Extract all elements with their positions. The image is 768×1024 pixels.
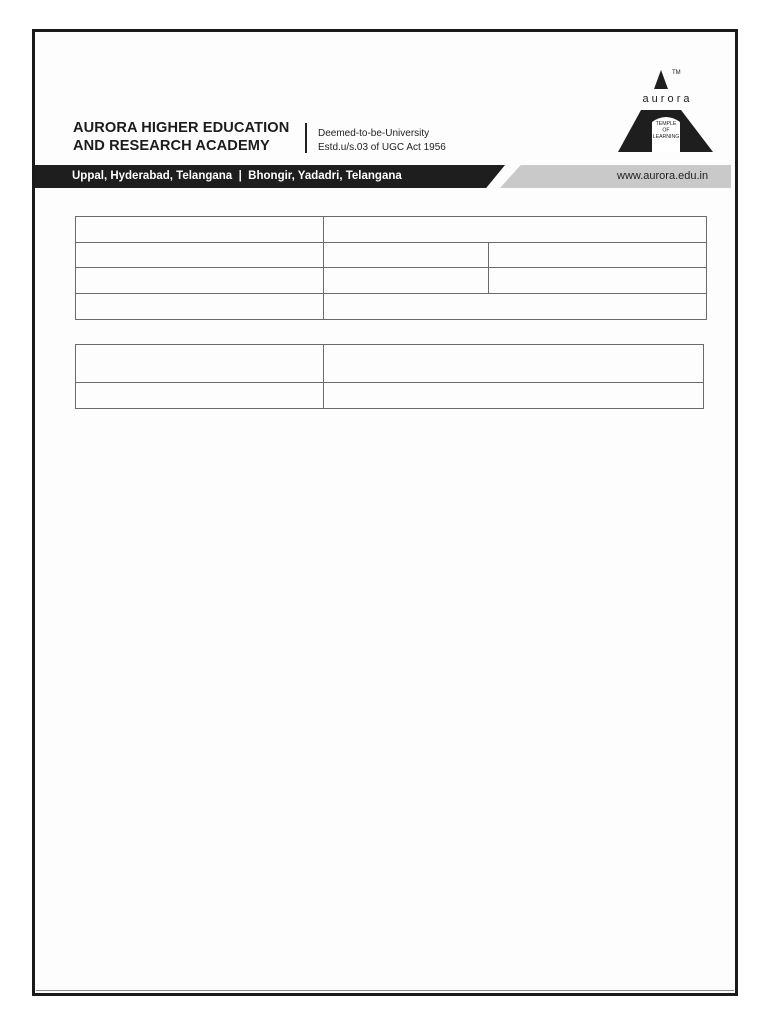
table-cell <box>324 383 704 409</box>
logo-tagline-1: TEMPLE <box>655 121 677 127</box>
campus-locations: Uppal, Hyderabad, Telangana | Bhongir, Yadadri, Telangana <box>72 170 402 182</box>
trademark-mark: TM <box>672 70 681 76</box>
table-cell <box>76 268 324 294</box>
logo-tagline-3: LEARNING <box>652 134 680 140</box>
university-status <box>318 127 446 155</box>
table-cell <box>76 243 324 268</box>
table-cell <box>324 268 489 294</box>
table-row <box>76 243 707 268</box>
aurora-logo-icon <box>616 66 716 156</box>
status-line2: Estd.u/s.03 of UGC Act 1956 <box>318 142 446 153</box>
table-cell <box>324 294 707 320</box>
table-row <box>76 294 707 320</box>
status-line1: Deemed-to-be-University <box>318 128 430 139</box>
institution-name-line2: AND RESEARCH ACADEMY <box>73 138 270 154</box>
details-table <box>75 216 707 320</box>
table-row <box>76 345 704 383</box>
website-url: www.aurora.edu.in <box>617 170 709 182</box>
secondary-table <box>75 344 704 409</box>
table-cell <box>489 268 707 294</box>
logo-wordmark: a u r o r a <box>642 93 690 105</box>
table-cell <box>76 217 324 243</box>
table-cell <box>489 243 707 268</box>
table-row <box>76 383 704 409</box>
table-cell <box>76 294 324 320</box>
institution-name-line1: AURORA HIGHER EDUCATION <box>73 120 290 136</box>
logo-tagline-2: OF <box>662 127 670 134</box>
header-separator <box>305 123 307 153</box>
table-cell <box>324 345 704 383</box>
table-cell <box>76 345 324 383</box>
institution-name <box>73 119 289 155</box>
table-cell <box>324 217 707 243</box>
table-cell <box>76 383 324 409</box>
bottom-rule <box>36 990 734 991</box>
logo-apex <box>654 70 668 89</box>
table-row <box>76 217 707 243</box>
table-row <box>76 268 707 294</box>
table-cell <box>324 243 489 268</box>
